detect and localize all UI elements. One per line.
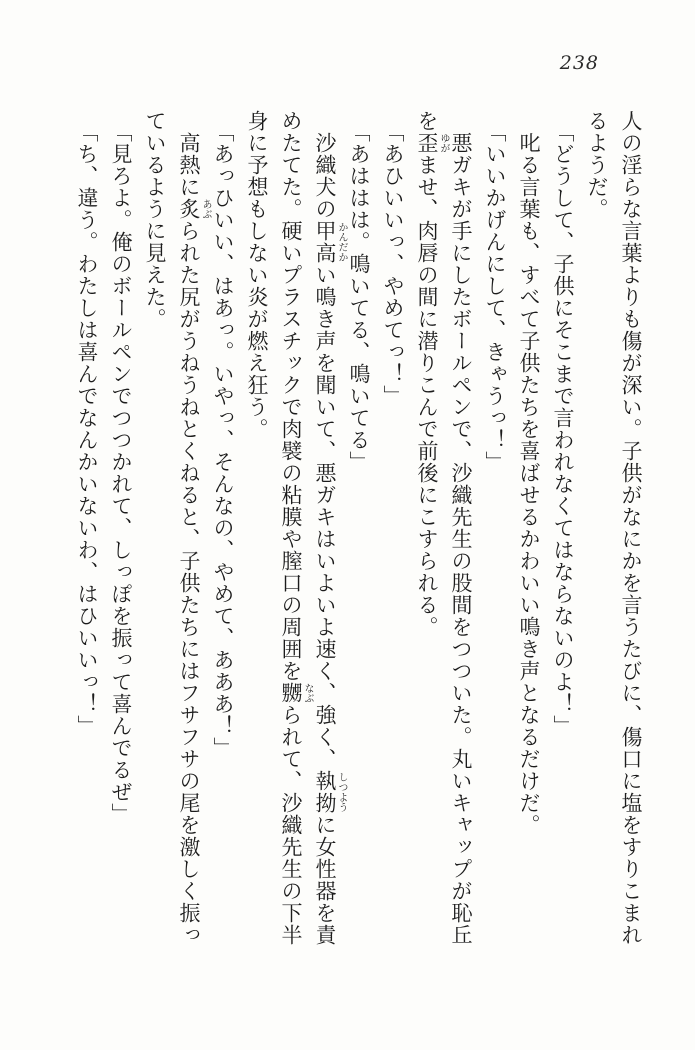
furigana-annotation: ゆが [438,133,449,153]
paragraph-narrative: 沙織犬の甲高い鳴き声を聞いて、悪ガキはいよいよ速く、強く、執拗に女性器を責めたてた。硬いプラスチックで肉襞の粘膜や膣口の周囲を嬲られて、沙織先生の下半身に予想もしない炎が燃え狂う。 [245,110,337,946]
page-number: 238 [559,52,599,74]
paragraph-dialogue: 「いいかげんにして、きゃうっ！」 [483,121,507,473]
paragraph-dialogue: 「ち、違う。わたしは喜んでなんかいないわ、はひいいっ！」 [75,121,99,737]
paragraph-narrative: 叱る言葉も、すべて子供たちを喜ばせるかわいい鳴き声となるだけだ。 [517,132,541,836]
paragraph-dialogue: 「あははは。鳴いてる、鳴いてる」 [347,121,371,473]
paragraph-narrative: 高熱に炙られた尻がうねうねとくねると、子供たちにはフサフサの尾を激しく振っているように見えた。 [143,110,201,946]
text-block [70,110,648,948]
paragraph-narrative: 悪ガキが手にしたボールペンで、沙織先生の股間をつついた。丸いキャップが恥丘を歪ませ、肉唇の間に潜りこんで前後にこすられる。 [415,110,473,946]
furigana-annotation: なぶ [302,683,313,703]
furigana-annotation: あぶ [200,199,211,219]
furigana-annotation: かんだか [336,222,347,262]
paragraph-dialogue: 「見ろよ。俺のボールペンでつつかれて、しっぽを振って喜んでるぜ」 [109,121,133,825]
furigana-annotation: しつよう [336,772,347,812]
paragraph-dialogue: 「どうして、子供にそこまで言われなくてはならないのよ！」 [551,121,575,737]
paragraph-dialogue: 「あっひいい、はあっ。いやっ、そんなの、やめて、あああ！」 [211,121,235,759]
paragraph-dialogue: 「あひいいっ、やめてっ！」 [381,121,405,407]
paragraph-continuation: 人の淫らな言葉よりも傷が深い。子供がなにかを言うたびに、傷口に塩をすりこまれるようだ。 [585,110,643,946]
